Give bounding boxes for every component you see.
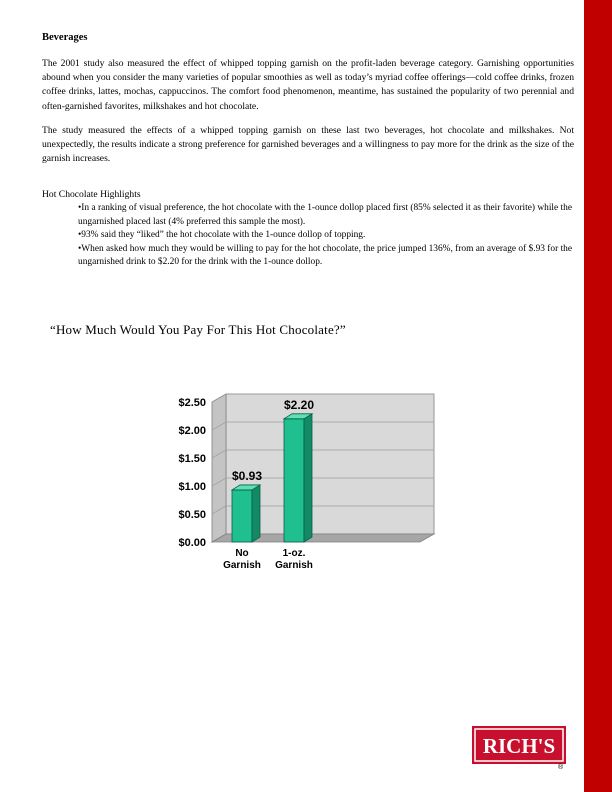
category-label: Garnish — [275, 560, 313, 571]
bar-side — [304, 414, 312, 542]
y-tick-label: $1.00 — [178, 481, 206, 493]
data-label: $0.93 — [231, 468, 263, 483]
highlight-item: • 93% said they “liked” the hot chocolate with the 1-ounce dollop of topping. — [78, 229, 574, 243]
category-label: 1-oz. — [282, 548, 306, 559]
highlight-item: • In a ranking of visual preference, the hot chocolate with the 1-ounce dollop placed first (85% selected it as their favorite) while the ungarnished placed last (4% preferred this sample the most). — [78, 202, 574, 229]
paragraph-1: The 2001 study also measured the effect of whipped topping garnish on the profit-laden beverage category. Garnishing opportunities abound when you consider the many varieties of popular smoothies as well as today’s myriad coffee offerings—cold coffee drinks, frozen coffee drinks, lattes, mochas, cappuccinos. The comfort food phenomenon, meantime, has sustained the popularity of two perennial and often-garnished favorites, milkshakes and hot chocolate. — [42, 58, 574, 112]
y-tick-label: $2.50 — [178, 397, 206, 409]
highlight-item: • When asked how much they would be willing to pay for the hot chocolate, the price jumped 136%, from an average of $.93 for the ungarnished drink to $2.20 for the drink with the 1-ounce dollop. — [78, 243, 574, 270]
bar — [284, 419, 304, 542]
category-label: Garnish — [223, 560, 261, 571]
highlights-list — [42, 202, 574, 270]
richs-logo — [472, 726, 566, 764]
logo-text: RICH'S — [482, 734, 556, 758]
highlights-title: Hot Chocolate Highlights — [42, 189, 141, 201]
chart-side-wall — [212, 394, 226, 542]
document-body — [42, 32, 574, 270]
bar-side — [252, 485, 260, 542]
bar — [232, 490, 252, 542]
y-tick-label: $1.50 — [178, 453, 206, 465]
data-label: $2.20 — [283, 397, 315, 412]
y-tick-label: $2.00 — [178, 425, 206, 437]
red-side-bar — [584, 0, 612, 792]
category-label: No — [235, 548, 249, 559]
bar-chart — [150, 380, 450, 580]
y-tick-label: $0.00 — [178, 537, 206, 549]
section-heading: Beverages — [42, 32, 88, 43]
registered-mark: ® — [558, 764, 564, 771]
chart-title: “How Much Would You Pay For This Hot Chocolate?” — [50, 322, 346, 337]
y-tick-label: $0.50 — [178, 509, 206, 521]
paragraph-2: The study measured the effects of a whipped topping garnish on these last two beverages, hot chocolate and milkshakes. Not unexpectedly, the results indicate a strong preference for garnished beverages and a willingness to pay more for the drink as the size of the garnish increases. — [42, 124, 574, 165]
